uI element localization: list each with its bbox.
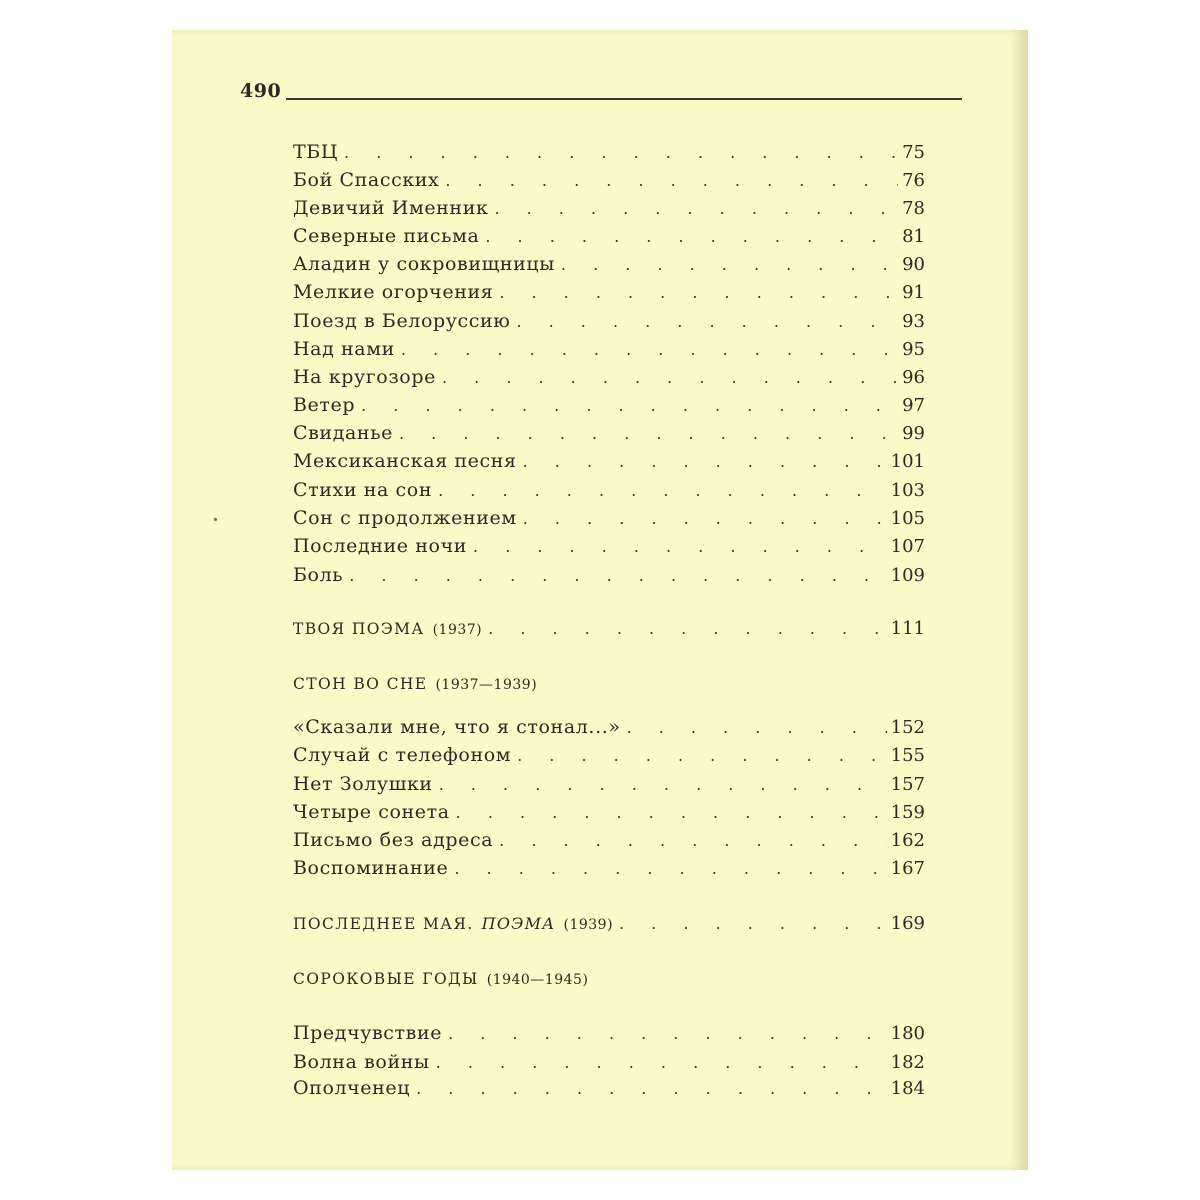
section-title xyxy=(293,617,488,642)
entry-page: 109 xyxy=(887,564,925,588)
entry-title: Северные письма xyxy=(293,224,485,248)
entry-page: 76 xyxy=(898,169,925,193)
entry-title: Аладин у сокровищницы xyxy=(293,252,561,276)
dot-leader xyxy=(436,1051,887,1075)
dot-leader xyxy=(456,801,887,825)
toc-entry xyxy=(293,168,925,192)
entry-title: Мексиканская песня xyxy=(293,449,523,473)
toc-entry xyxy=(293,196,925,220)
entry-title: Нет Золушки xyxy=(293,772,439,796)
header-rule xyxy=(286,98,962,100)
entry-page: 103 xyxy=(887,479,925,503)
entry-page: 155 xyxy=(887,744,925,768)
toc-section-entry xyxy=(293,617,925,641)
toc-entry xyxy=(293,280,925,304)
dot-leader xyxy=(523,507,887,531)
entry-title: «Сказали мне, что я стонал...» xyxy=(293,715,627,739)
dot-leader xyxy=(416,1077,887,1101)
toc-entry xyxy=(293,534,925,558)
toc-entry xyxy=(293,365,925,389)
dot-leader xyxy=(361,394,898,418)
toc-entry xyxy=(293,478,925,502)
dot-leader xyxy=(399,422,898,446)
toc-entry xyxy=(293,1076,925,1100)
toc-entry xyxy=(293,800,925,824)
dot-leader xyxy=(401,338,898,362)
dot-leader xyxy=(445,169,898,193)
entry-title: Над нами xyxy=(293,337,401,361)
dot-leader xyxy=(438,479,887,503)
entry-page: 169 xyxy=(887,912,925,936)
dot-leader xyxy=(442,366,898,390)
entry-page: 182 xyxy=(887,1051,925,1075)
entry-title: Девичий Именник xyxy=(293,196,494,220)
entry-page: 159 xyxy=(887,801,925,825)
entry-page: 95 xyxy=(898,338,925,362)
entry-title: Сон с продолжением xyxy=(293,506,523,530)
entry-title: Бой Спасских xyxy=(293,168,445,192)
dot-leader xyxy=(523,450,887,474)
dot-leader xyxy=(454,857,886,881)
dot-leader xyxy=(473,535,887,559)
entry-title: Поезд в Белоруссию xyxy=(293,309,516,333)
toc-entry xyxy=(293,337,925,361)
section-subtitle: ПОЭМА xyxy=(481,914,556,933)
entry-page: 78 xyxy=(898,197,925,221)
entry-page: 99 xyxy=(898,422,925,446)
toc-entry xyxy=(293,393,925,417)
entry-page: 162 xyxy=(887,829,925,853)
page-number: 490 xyxy=(240,80,282,102)
entry-title: Предчувствие xyxy=(293,1021,448,1045)
entry-title: Мелкие огорчения xyxy=(293,280,499,304)
dot-leader xyxy=(627,716,887,740)
toc-entry xyxy=(293,743,925,767)
entry-page: 90 xyxy=(898,253,925,277)
entry-title: ТБЦ xyxy=(293,140,344,164)
section-year: (1939) xyxy=(563,917,614,933)
entry-page: 111 xyxy=(887,617,925,641)
entry-title: Воспоминание xyxy=(293,856,454,880)
section-heading xyxy=(293,967,588,991)
toc-entry xyxy=(293,224,925,248)
section-title-text: ТВОЯ ПОЭМА xyxy=(293,620,425,638)
dot-leader xyxy=(499,829,886,853)
dot-leader xyxy=(561,253,898,277)
dot-leader xyxy=(485,225,898,249)
entry-title: На кругозоре xyxy=(293,365,442,389)
entry-page: 97 xyxy=(898,394,925,418)
entry-title: Четыре сонета xyxy=(293,800,456,824)
entry-page: 152 xyxy=(887,716,925,740)
paper-speck xyxy=(214,518,217,521)
toc-entry xyxy=(293,252,925,276)
section-title-text: СТОН ВО СНЕ xyxy=(293,675,428,693)
toc-entry xyxy=(293,715,925,739)
book-page xyxy=(172,30,1028,1170)
section-heading xyxy=(293,672,537,696)
toc-entry xyxy=(293,449,925,473)
entry-title: Случай с телефоном xyxy=(293,743,517,767)
section-title-text: СОРОКОВЫЕ ГОДЫ xyxy=(293,970,479,988)
dot-leader xyxy=(494,197,898,221)
entry-page: 81 xyxy=(898,225,925,249)
toc-entry xyxy=(293,563,925,587)
toc-section-entry xyxy=(293,912,925,936)
section-title xyxy=(293,912,619,937)
entry-page: 180 xyxy=(887,1022,925,1046)
entry-title: Стихи на сон xyxy=(293,478,438,502)
entry-page: 107 xyxy=(887,535,925,559)
entry-page: 105 xyxy=(887,507,925,531)
toc-entry xyxy=(293,772,925,796)
entry-page: 96 xyxy=(898,366,925,390)
toc-entry xyxy=(293,309,925,333)
entry-title: Свиданье xyxy=(293,421,399,445)
entry-page: 167 xyxy=(887,857,925,881)
toc-entry xyxy=(293,1050,925,1074)
dot-leader xyxy=(499,281,898,305)
section-year: (1940—1945) xyxy=(486,972,589,988)
toc-entry xyxy=(293,506,925,530)
entry-title: Ополченец xyxy=(293,1076,416,1100)
dot-leader xyxy=(439,773,887,797)
dot-leader xyxy=(488,617,887,641)
entry-page: 157 xyxy=(887,773,925,797)
toc-entry xyxy=(293,856,925,880)
toc-entry xyxy=(293,421,925,445)
toc-entry xyxy=(293,140,925,164)
entry-title: Последние ночи xyxy=(293,534,473,558)
toc-entry xyxy=(293,828,925,852)
entry-page: 184 xyxy=(887,1077,925,1101)
dot-leader xyxy=(619,912,887,936)
entry-title: Ветер xyxy=(293,393,361,417)
dot-leader xyxy=(517,744,887,768)
section-year: (1937—1939) xyxy=(435,677,538,693)
page-edge-shadow xyxy=(1010,30,1028,1170)
entry-page: 93 xyxy=(898,310,925,334)
dot-leader xyxy=(344,141,898,165)
dot-leader xyxy=(349,564,886,588)
section-year: (1937) xyxy=(432,622,483,638)
toc-entry xyxy=(293,1021,925,1045)
entry-title: Письмо без адреса xyxy=(293,828,499,852)
section-title-text: ПОСЛЕДНЕЕ МАЯ. xyxy=(293,915,474,933)
dot-leader xyxy=(448,1022,887,1046)
dot-leader xyxy=(516,310,898,334)
entry-title: Волна войны xyxy=(293,1050,436,1074)
entry-page: 91 xyxy=(898,281,925,305)
entry-page: 101 xyxy=(887,450,925,474)
entry-page: 75 xyxy=(898,141,925,165)
entry-title: Боль xyxy=(293,563,349,587)
